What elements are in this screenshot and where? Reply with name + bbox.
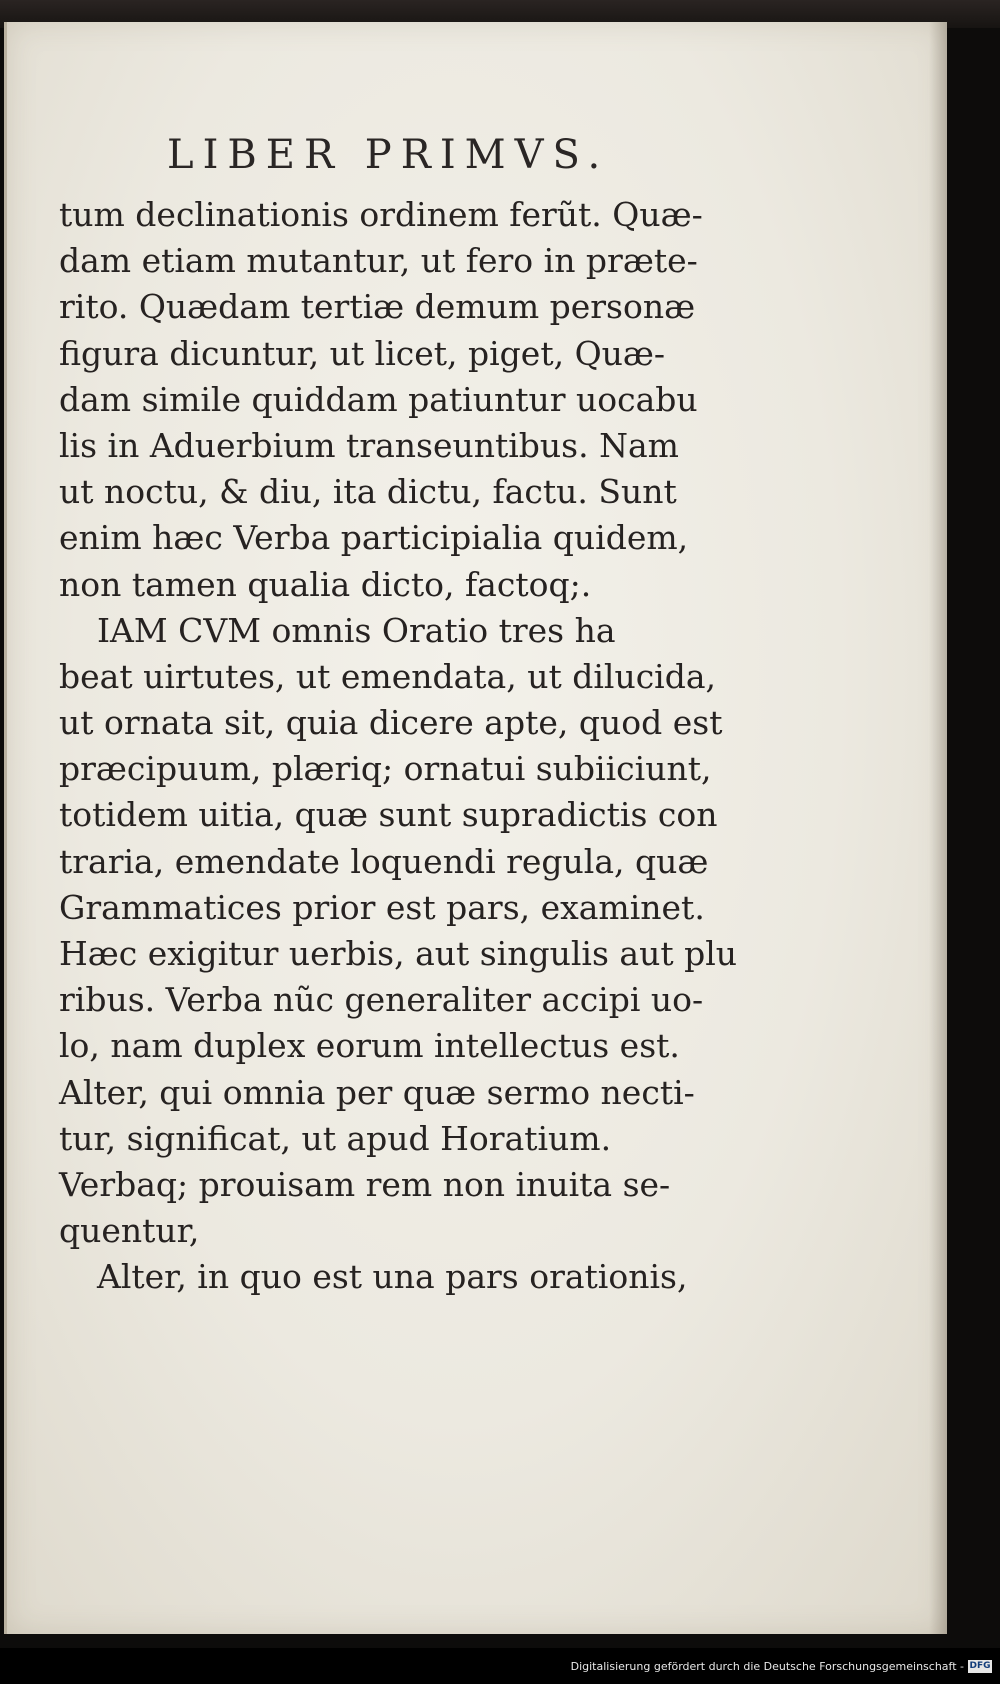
book-page xyxy=(4,22,947,1634)
text-line: ut noctu, & diu, ita dictu, factu. Sunt xyxy=(59,472,677,512)
text-line: ribus. Verba nũc generaliter accipi uo- xyxy=(59,980,704,1020)
text-line: dam simile quiddam patiuntur uocabu xyxy=(59,379,698,419)
quote-line: quentur, xyxy=(59,1211,200,1251)
text-line: Grammatices prior est pars, examinet. xyxy=(59,887,705,927)
text-line: Alter, qui omnia per quæ sermo necti- xyxy=(59,1072,695,1112)
running-head: LIBER PRIMVS. xyxy=(167,132,610,178)
text-line: totidem uitia, quæ sunt supradictis con xyxy=(59,795,718,835)
text-line: traria, emendate loquendi regula, quæ xyxy=(59,841,709,881)
text-line: Hæc exigitur uerbis, aut singulis aut plu xyxy=(59,934,738,973)
text-line: dam etiam mutantur, ut fero in præte- xyxy=(59,241,698,281)
text-line: enim hæc Verba participialia quidem, xyxy=(59,518,689,558)
paragraph-start-line: Alter, in quo est una pars orationis, xyxy=(97,1257,688,1297)
text-line: præcipuum, plæriq; ornatui subiiciunt, xyxy=(59,749,712,789)
text-line: beat uirtutes, ut emendata, ut dilucida, xyxy=(59,656,717,696)
text-line: tur, significat, ut apud Horatium. xyxy=(59,1118,612,1158)
footer-bar xyxy=(0,1648,1000,1684)
text-line: non tamen qualia dicto, factoq;. xyxy=(59,564,592,604)
text-line: lis in Aduerbium transeuntibus. Nam xyxy=(59,425,679,465)
quote-line: Verbaq; prouisam rem non inuita se- xyxy=(59,1164,671,1204)
text-line: tum declinationis ordinem ferũt. Quæ- xyxy=(59,195,703,234)
text-line: lo, nam duplex eorum intellectus est. xyxy=(59,1026,680,1066)
body-text xyxy=(59,192,738,1301)
text-line: ut ornata sit, quia dicere apte, quod est xyxy=(59,703,723,743)
paragraph-start-line: IAM CVM omnis Oratio tres ha xyxy=(97,610,616,650)
text-line: rito. Quædam tertiæ demum personæ xyxy=(59,287,696,327)
text-line: figura dicuntur, ut licet, piget, Quæ- xyxy=(59,333,666,373)
dfg-logo-icon: DFG xyxy=(969,1661,991,1671)
funding-credit: Digitalisierung gefördert durch die Deutsche Forschungsgemeinschaft - xyxy=(570,1660,964,1673)
